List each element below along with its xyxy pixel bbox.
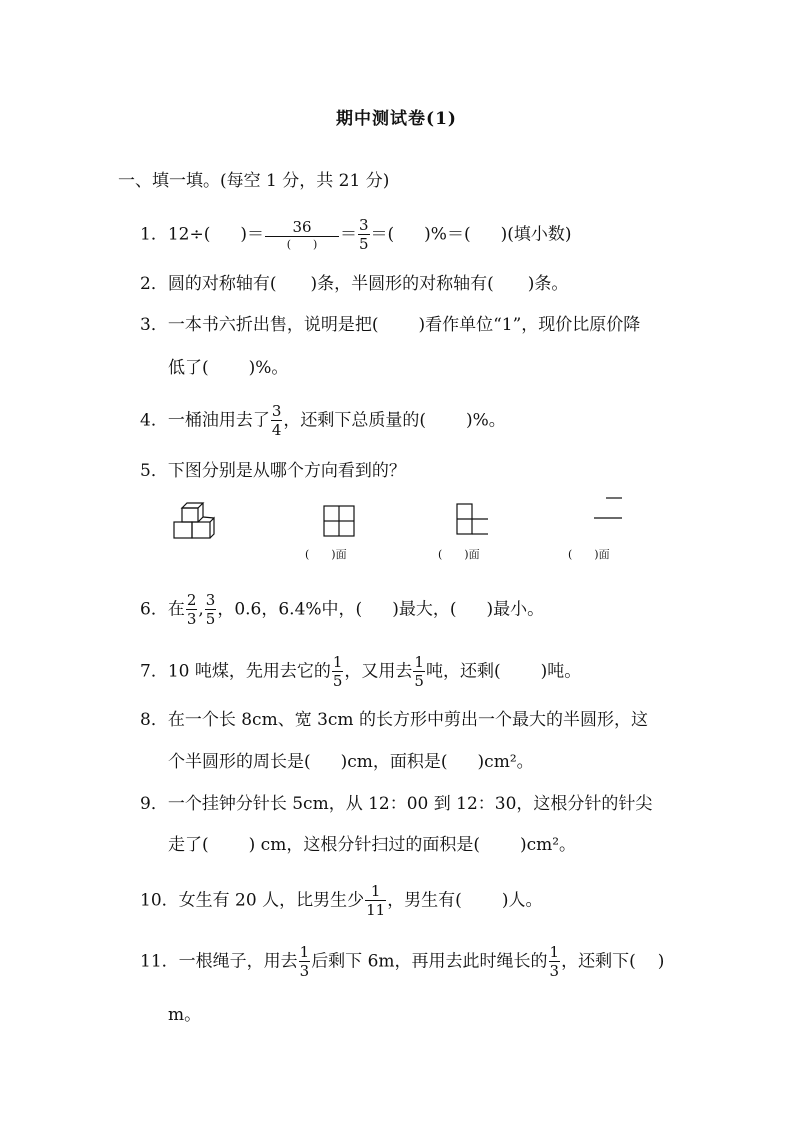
question-number: 3． [140, 315, 168, 335]
fraction: $\frac{2}{3}$ [186, 591, 197, 628]
question-9-cont: 走了( ) cm，这根分针扫过的面积是( )cm²。 [168, 835, 577, 855]
question-9: 9．一个挂钟分针长 5cm，从 12：00 到 12：30，这根分针的针尖 [140, 794, 653, 814]
question-number: 7． [140, 661, 168, 682]
fraction: $\frac{1}{3}$ [299, 943, 310, 980]
fraction: $\frac{1}{5}$ [414, 653, 424, 690]
view-label-2: ( )面 [438, 548, 480, 561]
question-1: 1．12÷( )＝ $\frac{36}{( )}$ ＝ $\frac{3}{5}$ ＝( )%＝( )(填小数) [140, 216, 572, 253]
question-number: 10． [140, 890, 179, 911]
question-4: 4．一桶油用去了 $\frac{3}{4}$ ，还剩下总质量的( )%。 [140, 402, 506, 439]
cube-stack-figure [170, 498, 220, 544]
fraction: $\frac{1}{3}$ [549, 943, 560, 980]
fraction: $\frac{1}{5}$ [332, 653, 343, 690]
fraction: $\frac{1}{11}$ [366, 882, 386, 919]
view-figure-2 [456, 503, 490, 537]
question-3: 3．一本书六折出售，说明是把( )看作单位“1”，现价比原价降 [140, 315, 641, 335]
fraction: $\frac{3}{4}$ [271, 402, 282, 439]
question-number: 1． [140, 224, 168, 245]
fraction: $\frac{3}{5}$ [358, 216, 369, 253]
page-title: 期中测试卷(1) [336, 109, 457, 129]
question-6: 6．在 $\frac{2}{3}$ , $\frac{3}{5}$ ，0.6，6.4%中，( )最大，( )最小。 [140, 591, 545, 628]
question-7: 7．10 吨煤，先用去它的 $\frac{1}{5}$ ，又用去 $\frac{1}{5}$ 吨，还剩( )吨。 [140, 653, 582, 690]
question-8-cont: 个半圆形的周长是( )cm，面积是( )cm²。 [168, 752, 534, 772]
question-number: 4． [140, 410, 168, 431]
question-number: 5． [140, 461, 168, 481]
question-2: 2．圆的对称轴有( )条，半圆形的对称轴有( )条。 [140, 274, 569, 294]
question-number: 9． [140, 794, 168, 814]
view-label-1: ( )面 [305, 548, 347, 561]
question-number: 2． [140, 274, 168, 294]
section-heading: 一、填一填。(每空 1 分，共 21 分) [118, 171, 390, 191]
question-number: 6． [140, 599, 168, 620]
question-3-cont: 低了( )%。 [168, 358, 289, 378]
question-11: 11．一根绳子，用去 $\frac{1}{3}$ 后剩下 6m，再用去此时绳长的 $\frac{1}{3}$ ，还剩下( ) [140, 943, 665, 980]
question-5: 5．下图分别是从哪个方向看到的？ [140, 461, 406, 481]
question-number: 8． [140, 710, 168, 730]
question-number: 11． [140, 951, 179, 972]
fraction: $\frac{3}{5}$ [205, 591, 216, 628]
question-10: 10．女生有 20 人，比男生少 $\frac{1}{11}$ ，男生有( )人。 [140, 882, 543, 919]
question-11-cont: m。 [168, 1005, 202, 1025]
fraction: $\frac{36}{( )}$ [265, 220, 339, 250]
view-figure-3 [592, 494, 626, 524]
question-8: 8．在一个长 8cm、宽 3cm 的长方形中剪出一个最大的半圆形，这 [140, 710, 648, 730]
view-label-3: ( )面 [568, 548, 610, 561]
view-figure-1 [323, 505, 357, 539]
